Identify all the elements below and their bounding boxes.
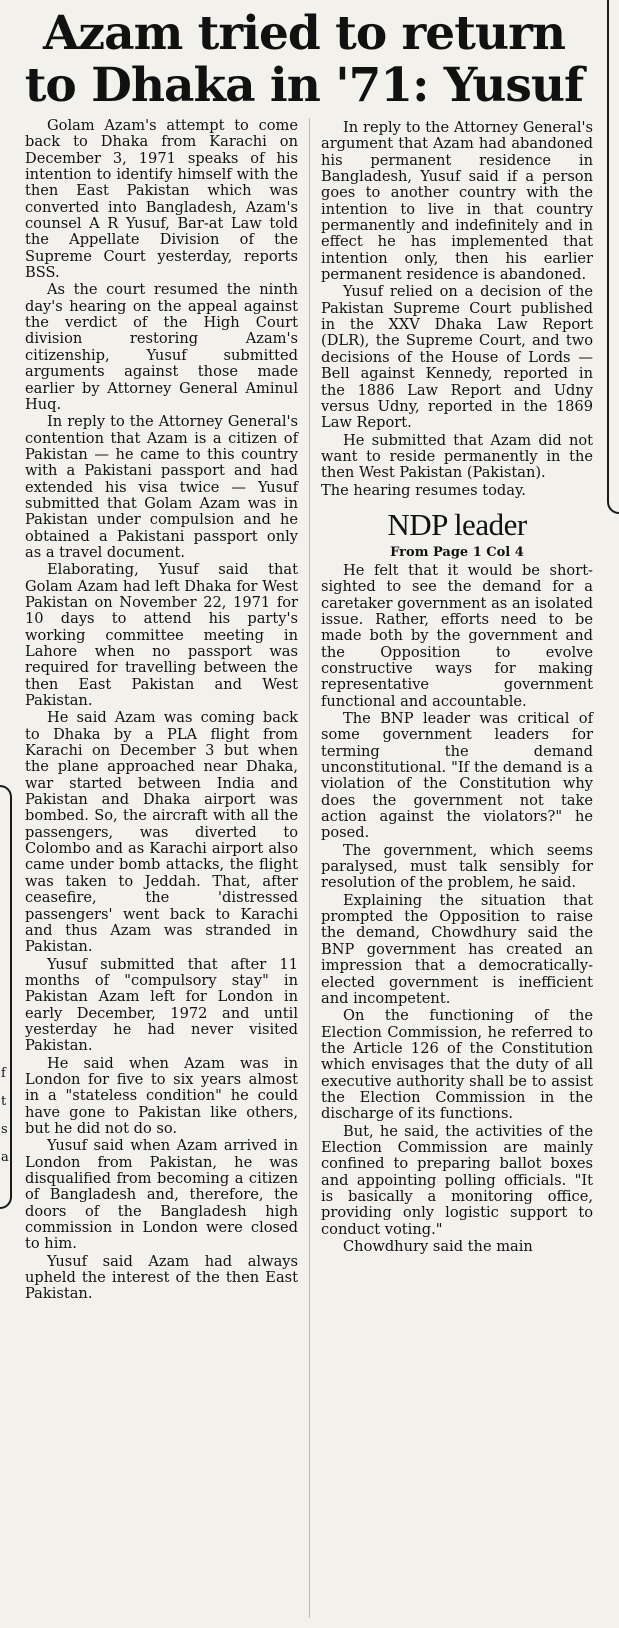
paragraph: He felt that it would be short-sighted to see the demand for a caretaker government as an isolated issue. Rather, efforts need to be made both by the government and the Opposition to evolve constructive ways for making representative government functional and accountable. xyxy=(321,561,593,710)
edge-letter: f xyxy=(1,1066,6,1081)
paragraph: Explaining the situation that prompted the Opposition to raise the demand, Chowdhury said the BNP government has created an impression that a democratically-elected government is inefficient and incompetent. xyxy=(321,891,593,1007)
edge-letter: s xyxy=(1,1122,8,1137)
paragraph: In reply to the Attorney General's contention that Azam is a citizen of Pakistan — he came to this country with a Pakistani passport and had extended his visa twice — Yusuf submitted that Golam Azam was in Pakistan under compulsion and he obtained a Pakistani passport only as a travel document. xyxy=(25,413,298,561)
paragraph: In reply to the Attorney General's argument that Azam had abandoned his permanent residence in Bangladesh, Yusuf said if a person goes to another country with the intention to live in that country permanently and indefinitely and in effect he has implemented that intention only, then his earlier permanent residence is abandoned. xyxy=(321,119,593,284)
paragraph: He said when Azam was in London for five to six years almost in a "stateless condition" he could have gone to Pakistan like others, but he did not do so. xyxy=(25,1054,298,1137)
left-column xyxy=(25,118,298,1304)
paragraph: He said Azam was coming back to Dhaka by a PLA flight from Karachi on December 3 but when the plane approached near Dhaka, war started between India and Pakistan and Dhaka airport was bombed. So, the aircraft with all the passengers, was diverted to Colombo and as Karachi airport also came under bomb attacks, the flight was taken to Jeddah. That, after ceasefire, the 'distressed passengers' went back to Karachi and thus Azam was stranded in Pakistan. xyxy=(25,709,298,956)
edge-letter: t xyxy=(1,1094,7,1109)
headline: Azam tried to return to Dhaka in '71: Yusuf xyxy=(24,6,584,113)
paragraph: Elaborating, Yusuf said that Golam Azam had left Dhaka for West Pakistan on November 22, 1971 for 10 days to attend his party's working committee meeting in Lahore when no passport was required for travelling between the then East Pakistan and West Pakistan. xyxy=(25,561,298,710)
right-column xyxy=(321,120,593,1256)
paragraph: But, he said, the activities of the Election Commission are mainly confined to preparing ballot boxes and appointing polling officials. "It is basically a monitoring office, providing only logistic support to conduct voting." xyxy=(321,1122,593,1238)
subhead: NDP leader xyxy=(387,506,527,542)
paragraph: Yusuf submitted that after 11 months of "compulsory stay" in Pakistan Azam left for London in early December, 1972 and until yesterday he had never visited Pakistan. xyxy=(25,955,298,1055)
edge-letter: a xyxy=(1,1150,9,1165)
paragraph: The BNP leader was critical of some government leaders for terming the demand unconstitutional. "If the demand is a violation of the Constitution why does the government not take action against the violators?" he posed. xyxy=(321,710,593,842)
adjacent-article-border xyxy=(607,0,619,514)
paragraph: Golam Azam's attempt to come back to Dhaka from Karachi on December 3, 1971 speaks of his intention to identify himself with the then East Pakistan which was converted into Bangladesh, Azam's counsel A R Yusuf, Bar-at Law told the Appellate Division of the Supreme Court yesterday, reports BSS. xyxy=(25,117,298,282)
paragraph: Yusuf said Azam had always upheld the interest of the then East Pakistan. xyxy=(25,1252,298,1303)
paragraph: The hearing resumes today. xyxy=(321,481,526,499)
paragraph: Yusuf said when Azam arrived in London from Pakistan, he was disqualified from becoming a citizen of Bangladesh and, therefore, the doors of the Bangladesh high commission in London were closed to him. xyxy=(25,1137,298,1253)
adjacent-article-fragment xyxy=(1,1060,11,1172)
paragraph: Chowdhury said the main xyxy=(343,1238,533,1255)
paragraph: He submitted that Azam did not want to reside permanently in the then West Pakistan (Pakistan). xyxy=(321,431,593,482)
continuation-kicker: From Page 1 Col 4 xyxy=(390,544,524,560)
paragraph: On the functioning of the Election Commission, he referred to the Article 126 of the Constitution which envisages that the duty of all executive authority shall be to assist the Election Commission in the discharge of its functions. xyxy=(321,1007,593,1123)
column-divider xyxy=(309,118,310,1618)
paragraph: The government, which seems paralysed, must talk sensibly for resolution of the problem, he said. xyxy=(321,841,593,892)
paragraph: As the court resumed the ninth day's hearing on the appeal against the verdict of the High Court division restoring Azam's citizenship, Yusuf submitted arguments against those made earlier by Attorney General Aminul Huq. xyxy=(25,281,298,413)
paragraph: Yusuf relied on a decision of the Pakistan Supreme Court published in the XXV Dhaka Law Report (DLR), the Supreme Court, and two decisions of the House of Lords — Bell against Kennedy, reported in the 1886 Law Report and Udny versus Udny, reported in the 1869 Law Report. xyxy=(321,283,593,432)
